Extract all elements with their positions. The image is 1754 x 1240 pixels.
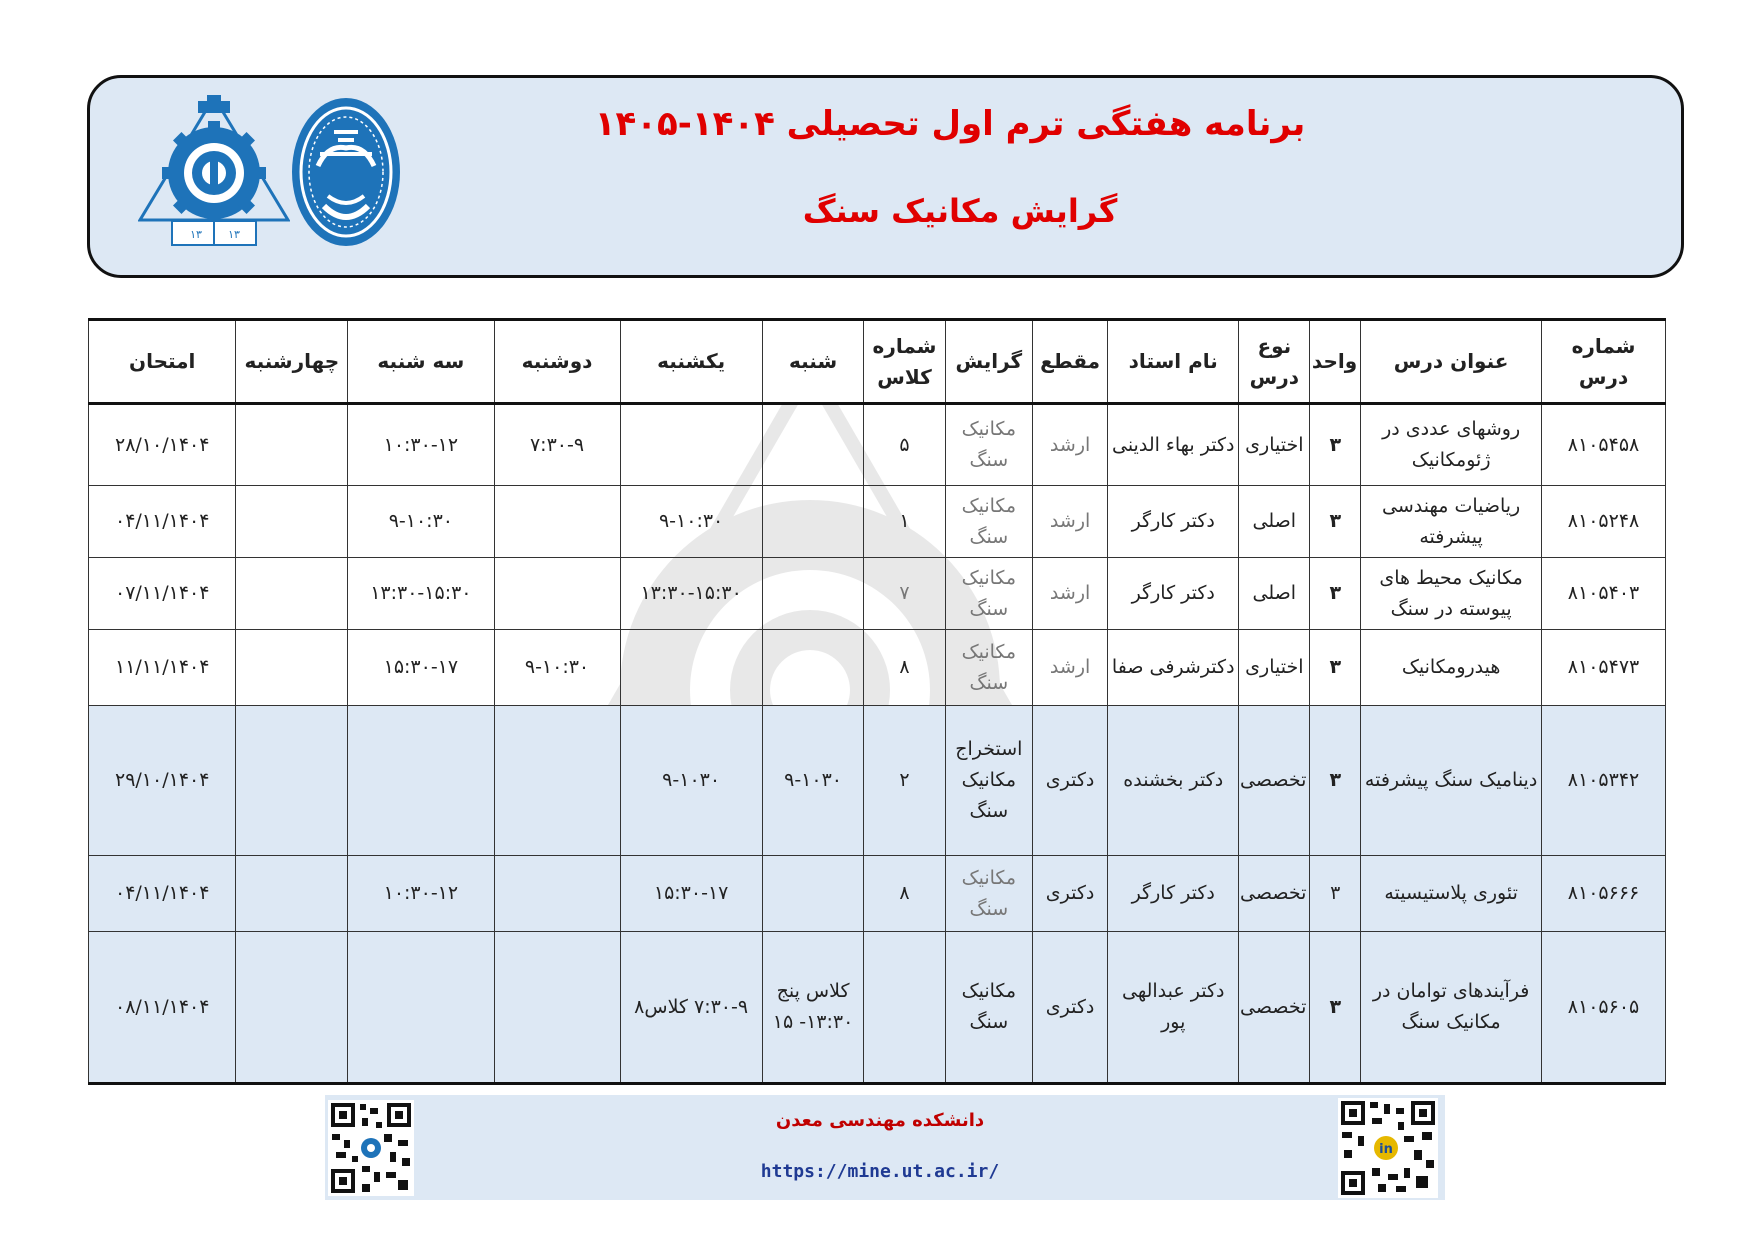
cell-sat bbox=[762, 630, 864, 706]
col-sun: یکشنبه bbox=[620, 320, 762, 404]
cell-teacher: دکترشرفی صفا bbox=[1108, 630, 1239, 706]
cell-units: ۳ bbox=[1310, 404, 1361, 486]
cell-teacher: دکتر کارگر bbox=[1108, 558, 1239, 630]
cell-type: اختیاری bbox=[1239, 630, 1310, 706]
cell-sun bbox=[620, 404, 762, 486]
cell-type: اختیاری bbox=[1239, 404, 1310, 486]
cell-sun: ۱۳:۳۰-۱۵:۳۰ bbox=[620, 558, 762, 630]
cell-title: روشهای عددی در ژئومکانیک bbox=[1361, 404, 1542, 486]
cell-sun bbox=[620, 630, 762, 706]
cell-units: ۳ bbox=[1310, 558, 1361, 630]
cell-tue: ۱۰:۳۰-۱۲ bbox=[348, 404, 494, 486]
schedule-table bbox=[88, 318, 1666, 1085]
cell-field: مکانیک سنگ bbox=[945, 932, 1032, 1084]
cell-tue: ۱۵:۳۰-۱۷ bbox=[348, 630, 494, 706]
cell-sat: ۹-۱۰۳۰ bbox=[762, 706, 864, 856]
cell-field: مکانیک سنگ bbox=[945, 558, 1032, 630]
table-row bbox=[89, 630, 1666, 706]
cell-level: ارشد bbox=[1033, 486, 1108, 558]
col-sat: شنبه bbox=[762, 320, 864, 404]
cell-sat bbox=[762, 404, 864, 486]
col-field: گرایش bbox=[945, 320, 1032, 404]
cell-exam: ۰۸/۱۱/۱۴۰۴ bbox=[89, 932, 236, 1084]
cell-units: ۳ bbox=[1310, 706, 1361, 856]
col-level: مقطع bbox=[1033, 320, 1108, 404]
cell-field: مکانیک سنگ bbox=[945, 856, 1032, 932]
cell-wed bbox=[236, 404, 348, 486]
cell-class-no: ۱ bbox=[864, 486, 945, 558]
cell-sun: ۷:۳۰-۹ کلاس۸ bbox=[620, 932, 762, 1084]
cell-level: ارشد bbox=[1033, 558, 1108, 630]
cell-wed bbox=[236, 630, 348, 706]
page-subtitle: گرایش مکانیک سنگ bbox=[802, 192, 1118, 230]
table-row bbox=[89, 932, 1666, 1084]
cell-type: تخصصی bbox=[1239, 932, 1310, 1084]
cell-class-no: ۸ bbox=[864, 856, 945, 932]
table-row bbox=[89, 486, 1666, 558]
cell-wed bbox=[236, 558, 348, 630]
cell-units: ۳ bbox=[1310, 932, 1361, 1084]
cell-level: دکتری bbox=[1033, 932, 1108, 1084]
cell-mon bbox=[494, 558, 620, 630]
cell-wed bbox=[236, 706, 348, 856]
cell-type: تخصصی bbox=[1239, 706, 1310, 856]
col-tue: سه شنبه bbox=[348, 320, 494, 404]
cell-title: مکانیک محیط های پیوسته در سنگ bbox=[1361, 558, 1542, 630]
cell-tue bbox=[348, 932, 494, 1084]
cell-sat bbox=[762, 486, 864, 558]
col-title: عنوان درس bbox=[1361, 320, 1542, 404]
cell-type: اصلی bbox=[1239, 486, 1310, 558]
cell-course-no: ۸۱۰۵۴۷۳ bbox=[1542, 630, 1666, 706]
cell-field: مکانیک سنگ bbox=[945, 630, 1032, 706]
col-teacher: نام استاد bbox=[1108, 320, 1239, 404]
col-exam: امتحان bbox=[89, 320, 236, 404]
linkedin-icon: in bbox=[1379, 1142, 1393, 1157]
footer-org-name: دانشکده مهندسی معدن bbox=[775, 1110, 985, 1131]
cell-course-no: ۸۱۰۵۴۵۸ bbox=[1542, 404, 1666, 486]
linkedin-qr-code[interactable] bbox=[1338, 1098, 1438, 1198]
cell-sun: ۹-۱۰۳۰ bbox=[620, 706, 762, 856]
cell-tue: ۹-۱۰:۳۰ bbox=[348, 486, 494, 558]
cell-course-no: ۸۱۰۵۶۶۶ bbox=[1542, 856, 1666, 932]
cell-wed bbox=[236, 486, 348, 558]
cell-teacher: دکتر بخشنده bbox=[1108, 706, 1239, 856]
cell-mon bbox=[494, 932, 620, 1084]
cell-title: هیدرومکانیک bbox=[1361, 630, 1542, 706]
cell-mon: ۹-۱۰:۳۰ bbox=[494, 630, 620, 706]
cell-course-no: ۸۱۰۵۲۴۸ bbox=[1542, 486, 1666, 558]
col-course-no: شماره درس bbox=[1542, 320, 1666, 404]
university-of-tehran-logo bbox=[290, 96, 402, 248]
cell-units: ۳ bbox=[1310, 486, 1361, 558]
page-title: برنامه هفتگی ترم اول تحصیلی ۱۴۰۴-۱۴۰۵ bbox=[594, 104, 1306, 144]
cell-title: دینامیک سنگ پیشرفته bbox=[1361, 706, 1542, 856]
cell-class-no: ۷ bbox=[864, 558, 945, 630]
col-class-no: شماره کلاس bbox=[864, 320, 945, 404]
cell-wed bbox=[236, 856, 348, 932]
cell-sat bbox=[762, 856, 864, 932]
cell-field: مکانیک سنگ bbox=[945, 404, 1032, 486]
cell-exam: ۰۴/۱۱/۱۴۰۴ bbox=[89, 856, 236, 932]
cell-tue: ۱۳:۳۰-۱۵:۳۰ bbox=[348, 558, 494, 630]
cell-wed bbox=[236, 932, 348, 1084]
footer-website-link[interactable]: https://mine.ut.ac.ir/ bbox=[760, 1161, 1000, 1182]
mining-engineering-logo bbox=[138, 95, 290, 250]
cell-title: فرآیندهای توامان در مکانیک سنگ bbox=[1361, 932, 1542, 1084]
logo-year-left: ۱۳ bbox=[190, 228, 202, 241]
cell-course-no: ۸۱۰۵۳۴۲ bbox=[1542, 706, 1666, 856]
cell-exam: ۰۴/۱۱/۱۴۰۴ bbox=[89, 486, 236, 558]
table-row bbox=[89, 706, 1666, 856]
col-wed: چهارشنبه bbox=[236, 320, 348, 404]
cell-exam: ۲۸/۱۰/۱۴۰۴ bbox=[89, 404, 236, 486]
cell-class-no: ۲ bbox=[864, 706, 945, 856]
cell-mon bbox=[494, 706, 620, 856]
cell-class-no bbox=[864, 932, 945, 1084]
cell-tue bbox=[348, 706, 494, 856]
cell-mon: ۷:۳۰-۹ bbox=[494, 404, 620, 486]
cell-class-no: ۵ bbox=[864, 404, 945, 486]
cell-field: استخراج مکانیک سنگ bbox=[945, 706, 1032, 856]
cell-mon bbox=[494, 486, 620, 558]
cell-units: ۳ bbox=[1310, 856, 1361, 932]
cell-exam: ۱۱/۱۱/۱۴۰۴ bbox=[89, 630, 236, 706]
table-row bbox=[89, 404, 1666, 486]
cell-level: دکتری bbox=[1033, 706, 1108, 856]
cell-title: ریاضیات مهندسی پیشرفته bbox=[1361, 486, 1542, 558]
col-type: نوع درس bbox=[1239, 320, 1310, 404]
cell-class-no: ۸ bbox=[864, 630, 945, 706]
cell-units: ۳ bbox=[1310, 630, 1361, 706]
cell-level: ارشد bbox=[1033, 630, 1108, 706]
logo-year-right: ۱۳ bbox=[228, 228, 240, 241]
cell-teacher: دکتر کارگر bbox=[1108, 856, 1239, 932]
table-row bbox=[89, 558, 1666, 630]
table-header-row bbox=[89, 320, 1666, 404]
cell-teacher: دکتر بهاء الدینی bbox=[1108, 404, 1239, 486]
website-qr-code[interactable] bbox=[328, 1100, 414, 1196]
cell-sun: ۱۵:۳۰-۱۷ bbox=[620, 856, 762, 932]
cell-level: ارشد bbox=[1033, 404, 1108, 486]
table-row bbox=[89, 856, 1666, 932]
cell-sun: ۹-۱۰:۳۰ bbox=[620, 486, 762, 558]
cell-level: دکتری bbox=[1033, 856, 1108, 932]
cell-tue: ۱۰:۳۰-۱۲ bbox=[348, 856, 494, 932]
cell-title: تئوری پلاستیسیته bbox=[1361, 856, 1542, 932]
cell-sat: کلاس پنج ۱۳:۳۰- ۱۵ bbox=[762, 932, 864, 1084]
cell-teacher: دکتر کارگر bbox=[1108, 486, 1239, 558]
cell-exam: ۲۹/۱۰/۱۴۰۴ bbox=[89, 706, 236, 856]
cell-exam: ۰۷/۱۱/۱۴۰۴ bbox=[89, 558, 236, 630]
cell-mon bbox=[494, 856, 620, 932]
cell-course-no: ۸۱۰۵۶۰۵ bbox=[1542, 932, 1666, 1084]
cell-teacher: دکتر عبدالهی پور bbox=[1108, 932, 1239, 1084]
cell-course-no: ۸۱۰۵۴۰۳ bbox=[1542, 558, 1666, 630]
cell-type: اصلی bbox=[1239, 558, 1310, 630]
cell-type: تخصصی bbox=[1239, 856, 1310, 932]
cell-sat bbox=[762, 558, 864, 630]
cell-field: مکانیک سنگ bbox=[945, 486, 1032, 558]
col-units: واحد bbox=[1310, 320, 1361, 404]
col-mon: دوشنبه bbox=[494, 320, 620, 404]
